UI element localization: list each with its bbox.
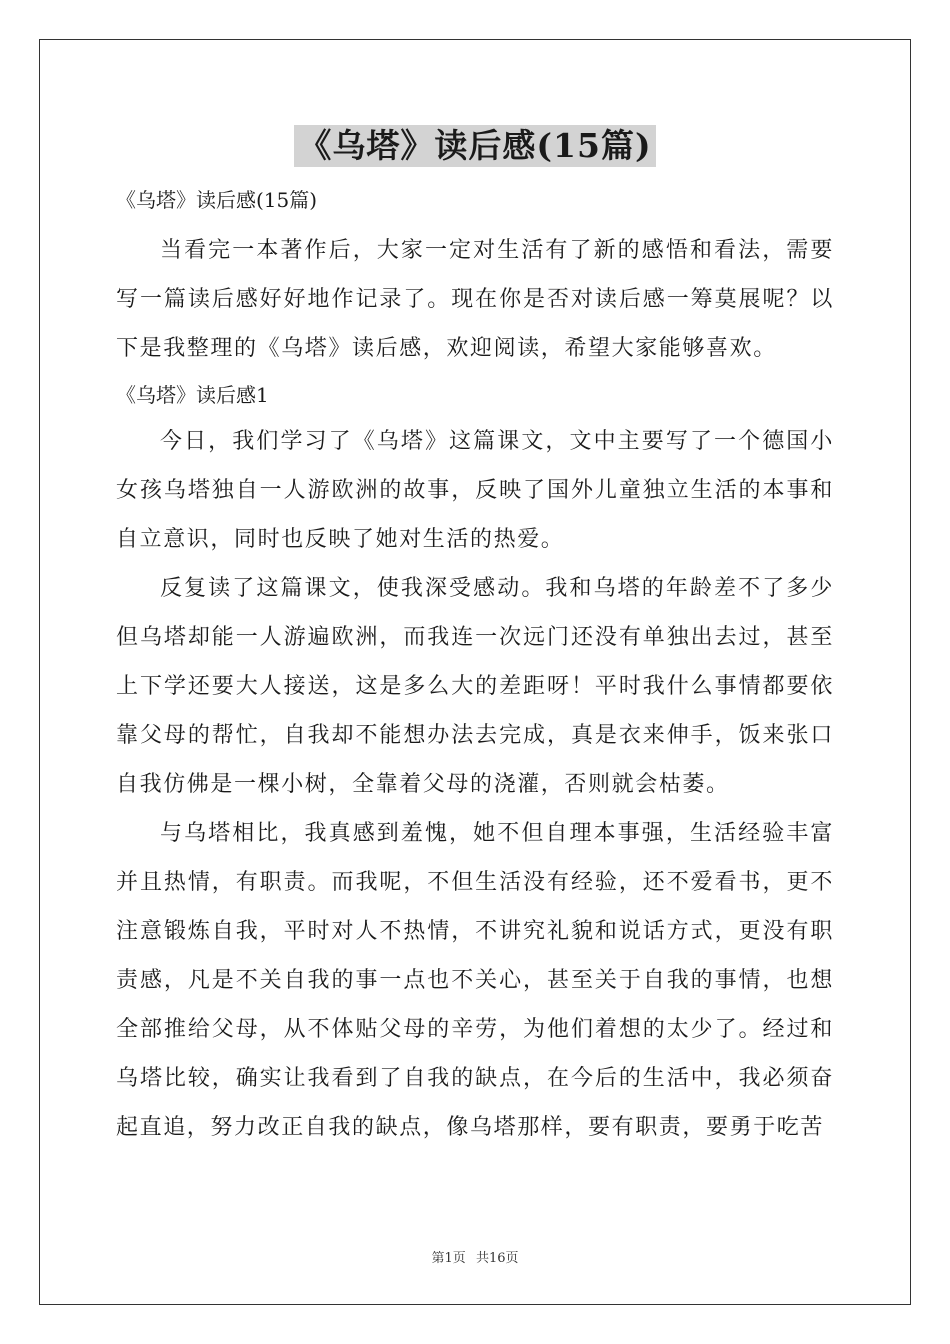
body-paragraph: 与乌塔相比，我真感到羞愧，她不但自理本事强，生活经验丰富并且热情，有职责。而我呢，不但生活没有经验，还不爱看书，更不注意锻炼自我，平时对人不热情，不讲究礼貌和说话方式，更没有职责感，凡是不关自我的事一点也不关心，甚至关于自我的事情，也想全部推给父母，从不体贴父母的辛劳，为他们着想的太少了。经过和乌塔比较，确实让我看到了自我的缺点，在今后的生活中，我必须奋起直追，努力改正自我的缺点，像乌塔那样，要有职责，要勇于吃苦 (116, 821, 834, 1140)
document-title: 《乌塔》读后感(15篇) (294, 125, 655, 167)
page-footer (0, 1247, 950, 1266)
section-heading: 《乌塔》读后感1 (116, 383, 269, 407)
body-paragraph: 今日，我们学习了《乌塔》这篇课文，文中主要写了一个德国小女孩乌塔独自一人游欧洲的故事，反映了国外儿童独立生活的本事和自立意识，同时也反映了她对生活的热爱。 (116, 429, 834, 552)
document-body (116, 178, 834, 1152)
page-total: 共16页 (475, 1251, 519, 1266)
intro-paragraph: 当看完一本著作后，大家一定对生活有了新的感悟和看法，需要写一篇读后感好好地作记录了。现在你是否对读后感一筹莫展呢？以下是我整理的《乌塔》读后感，欢迎阅读，希望大家能够喜欢。 (116, 238, 834, 361)
document-subtitle: 《乌塔》读后感(15篇) (116, 188, 318, 212)
body-paragraph: 反复读了这篇课文，使我深受感动。我和乌塔的年龄差不了多少但乌塔却能一人游遍欧洲，而我连一次远门还没有单独出去过，甚至上下学还要大人接送，这是多么大的差距呀！平时我什么事情都要依靠父母的帮忙，自我却不能想办法去完成，真是衣来伸手，饭来张口自我仿佛是一棵小树，全靠着父母的浇灌，否则就会枯萎。 (116, 576, 834, 797)
page-number: 第1页 (431, 1251, 466, 1266)
document-title-container (0, 125, 950, 169)
